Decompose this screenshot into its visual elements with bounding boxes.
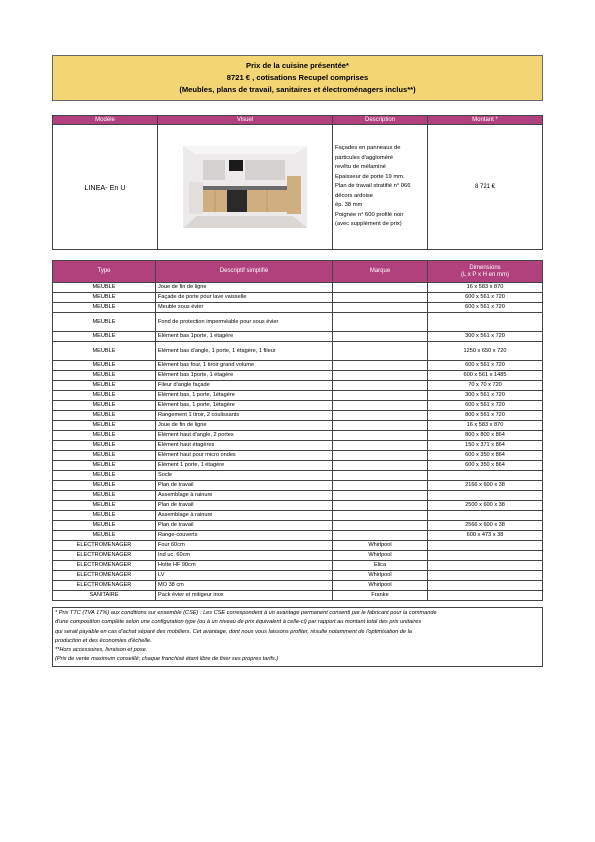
table-row bbox=[53, 481, 543, 491]
row-brand bbox=[333, 511, 428, 521]
note-line: (Prix de vente maximum conseillé; chaque franchisé étant libre de fixer ses propres tarifs.) bbox=[55, 656, 279, 663]
row-type: MEUBLE bbox=[53, 471, 156, 481]
table-row bbox=[53, 401, 543, 411]
row-brand bbox=[333, 501, 428, 511]
row-dimensions: 2166 x 600 x 38 bbox=[428, 481, 543, 491]
row-brand bbox=[333, 441, 428, 451]
row-brand bbox=[333, 293, 428, 303]
row-description: Ind uc. 60cm bbox=[156, 551, 333, 561]
row-dimensions bbox=[428, 561, 543, 571]
row-brand bbox=[333, 303, 428, 313]
header-type: Type bbox=[53, 261, 156, 283]
note-line: * Prix TTC (TVA 17%) aux conditions sur ensemble (CSE) : Les CSE correspondent à un avantage permanent consenti par le fabricant pour la commande bbox=[55, 610, 437, 616]
row-description: Elément haut étagères bbox=[156, 441, 333, 451]
row-brand bbox=[333, 521, 428, 531]
row-brand bbox=[333, 481, 428, 491]
table-row bbox=[53, 551, 543, 561]
note-line: qui serait payable en cas d'achat séparé des mobiliers. Cet avantage, dont nous vous laissons profiter, résulte notamment de l'optimisation de la bbox=[55, 628, 412, 635]
row-brand bbox=[333, 313, 428, 332]
items-table bbox=[52, 260, 543, 601]
table-row bbox=[53, 591, 543, 601]
row-description: Elément bas d'angle, 1 porte, 1 étagère, 1 fileur bbox=[156, 342, 333, 361]
items-rows bbox=[53, 283, 543, 601]
row-dimensions: 600 x 561 x 720 bbox=[428, 293, 543, 303]
row-description: Elément bas 1porte, 1 étagère bbox=[156, 371, 333, 381]
header-dimensions: Dimensions (L x P x H en mm) bbox=[428, 261, 543, 283]
row-type: MEUBLE bbox=[53, 391, 156, 401]
table-row bbox=[53, 531, 543, 541]
table-row bbox=[53, 421, 543, 431]
row-dimensions: 600 x 350 x 864 bbox=[428, 461, 543, 471]
row-dimensions: 600 x 350 x 864 bbox=[428, 451, 543, 461]
table-row bbox=[53, 561, 543, 571]
row-type: MEUBLE bbox=[53, 491, 156, 501]
row-dimensions: 600 x 561 x 720 bbox=[428, 361, 543, 371]
row-dimensions: 16 x 583 x 870 bbox=[428, 283, 543, 293]
row-type: MEUBLE bbox=[53, 401, 156, 411]
row-description: Rangement 1 tiroir, 2 coulissants bbox=[156, 411, 333, 421]
row-type: MEUBLE bbox=[53, 332, 156, 342]
row-description: Socle bbox=[156, 471, 333, 481]
row-dimensions bbox=[428, 591, 543, 601]
row-brand bbox=[333, 411, 428, 421]
price-includes: (Meubles, plans de travail, sanitaires et électroménagers inclus**) bbox=[179, 85, 416, 94]
row-type: MEUBLE bbox=[53, 421, 156, 431]
table-row bbox=[53, 361, 543, 371]
row-type: SANITAIRE bbox=[53, 591, 156, 601]
row-type: MEUBLE bbox=[53, 303, 156, 313]
table-row bbox=[53, 461, 543, 471]
table-row bbox=[53, 411, 543, 421]
header-desc: Descriptif simplifié bbox=[156, 261, 333, 283]
table-row bbox=[53, 501, 543, 511]
row-type: MEUBLE bbox=[53, 381, 156, 391]
row-description: Façade de porte pour lave vaisselle bbox=[156, 293, 333, 303]
table-row bbox=[53, 431, 543, 441]
row-type: MEUBLE bbox=[53, 441, 156, 451]
row-description: Elément bas 1porte, 1 étagère bbox=[156, 332, 333, 342]
note-line: d'une composition complète selon une configuration type (ou à un niveau de prix équivalent à celle-ci) par rapport au montant total des prix unitaires bbox=[55, 619, 422, 626]
row-description: MO 38 cm bbox=[156, 581, 333, 591]
row-description: Range-couverts bbox=[156, 531, 333, 541]
row-brand: Franke bbox=[333, 591, 428, 601]
row-type: ELECTROMENAGER bbox=[53, 551, 156, 561]
table-row bbox=[53, 283, 543, 293]
row-dimensions: 300 x 561 x 720 bbox=[428, 391, 543, 401]
row-description: Plan de travail bbox=[156, 521, 333, 531]
header-brand: Marque bbox=[333, 261, 428, 283]
row-type: MEUBLE bbox=[53, 501, 156, 511]
table-row bbox=[53, 521, 543, 531]
row-description: Fond de protection imperméable pour sous évier bbox=[156, 313, 333, 332]
row-brand bbox=[333, 283, 428, 293]
model-description: Façades en panneaux de particules d'aggloméré revêtu de mélaminé Epaisseur de porte 19 mm. Plan de travail stratifié n° 066 décors ardoise ép. 38 mm Poignée n° 600 profilé noir (avec supplément de prix) bbox=[333, 125, 428, 250]
table-row bbox=[53, 391, 543, 401]
row-brand bbox=[333, 391, 428, 401]
row-type: MEUBLE bbox=[53, 371, 156, 381]
row-dimensions bbox=[428, 541, 543, 551]
row-dimensions: 800 x 800 x 864 bbox=[428, 431, 543, 441]
header-visual: Visuel bbox=[158, 116, 333, 125]
row-description: Joue de fin de ligne bbox=[156, 421, 333, 431]
row-brand bbox=[333, 332, 428, 342]
table-row bbox=[53, 303, 543, 313]
row-dimensions: 2566 x 600 x 38 bbox=[428, 521, 543, 531]
model-amount: 8 721 € bbox=[428, 125, 543, 250]
row-dimensions bbox=[428, 581, 543, 591]
row-description: Elément haut d'angle, 2 portes bbox=[156, 431, 333, 441]
row-dimensions bbox=[428, 491, 543, 501]
row-type: MEUBLE bbox=[53, 313, 156, 332]
row-description: Assemblage à rainure bbox=[156, 511, 333, 521]
row-description: Joue de fin de ligne bbox=[156, 283, 333, 293]
row-dimensions bbox=[428, 313, 543, 332]
table-row bbox=[53, 581, 543, 591]
table-row bbox=[53, 471, 543, 481]
row-dimensions bbox=[428, 511, 543, 521]
header-amount: Montant * bbox=[428, 116, 543, 125]
table-row bbox=[53, 491, 543, 501]
row-brand bbox=[333, 531, 428, 541]
row-description: Fileur d'angle façade bbox=[156, 381, 333, 391]
price-amount: 8721 € , cotisations Recupel comprises bbox=[226, 73, 369, 82]
table-row bbox=[53, 511, 543, 521]
row-description: Elément bas four, 1 tiroir grand volume bbox=[156, 361, 333, 371]
row-dimensions: 600 x 561 x 1485 bbox=[428, 371, 543, 381]
row-brand bbox=[333, 471, 428, 481]
row-brand bbox=[333, 371, 428, 381]
table-row bbox=[53, 342, 543, 361]
row-dimensions: 70 x 70 x 720 bbox=[428, 381, 543, 391]
row-brand: Whirlpool bbox=[333, 551, 428, 561]
row-description: Four 60cm bbox=[156, 541, 333, 551]
row-description: LV bbox=[156, 571, 333, 581]
row-type: MEUBLE bbox=[53, 531, 156, 541]
table-row bbox=[53, 541, 543, 551]
row-description: Assemblage à rainure bbox=[156, 491, 333, 501]
row-description: Pack évier et mitigeur inox bbox=[156, 591, 333, 601]
model-name: LINEA- En U bbox=[53, 125, 158, 250]
row-dimensions bbox=[428, 551, 543, 561]
price-title: Prix de la cuisine présentée* bbox=[246, 61, 349, 70]
row-description: Elément 1 porte, 1 étagère bbox=[156, 461, 333, 471]
model-table bbox=[52, 115, 543, 250]
row-description: Elément bas, 1 porte, 1étagère bbox=[156, 401, 333, 411]
table-row bbox=[53, 571, 543, 581]
row-brand: Whirlpool bbox=[333, 571, 428, 581]
row-dimensions: 800 x 561 x 720 bbox=[428, 411, 543, 421]
row-dimensions bbox=[428, 471, 543, 481]
table-row bbox=[53, 313, 543, 332]
footnotes bbox=[52, 607, 543, 667]
row-brand: Whirlpool bbox=[333, 541, 428, 551]
table-row bbox=[53, 332, 543, 342]
row-description: Elément bas, 1 porte, 1étagère bbox=[156, 391, 333, 401]
row-description: Elément haut pour micro ondes bbox=[156, 451, 333, 461]
row-dimensions: 600 x 561 x 720 bbox=[428, 303, 543, 313]
table-row bbox=[53, 371, 543, 381]
row-type: MEUBLE bbox=[53, 342, 156, 361]
row-brand: Elica bbox=[333, 561, 428, 571]
table-row bbox=[53, 381, 543, 391]
row-type: ELECTROMENAGER bbox=[53, 581, 156, 591]
row-description: Plan de travail bbox=[156, 501, 333, 511]
note-line: production et des économies d'échelle. bbox=[55, 637, 152, 644]
table-row bbox=[53, 293, 543, 303]
row-brand bbox=[333, 451, 428, 461]
row-dimensions: 600 x 561 x 720 bbox=[428, 401, 543, 411]
row-brand bbox=[333, 342, 428, 361]
row-type: ELECTROMENAGER bbox=[53, 561, 156, 571]
row-brand bbox=[333, 421, 428, 431]
row-brand: Whirlpool bbox=[333, 581, 428, 591]
row-type: MEUBLE bbox=[53, 411, 156, 421]
row-dimensions bbox=[428, 571, 543, 581]
row-dimensions: 1250 x 650 x 720 bbox=[428, 342, 543, 361]
kitchen-image bbox=[183, 146, 307, 228]
table-row bbox=[53, 451, 543, 461]
row-dimensions: 150 x 371 x 864 bbox=[428, 441, 543, 451]
row-type: ELECTROMENAGER bbox=[53, 571, 156, 581]
row-brand bbox=[333, 431, 428, 441]
row-dimensions: 300 x 561 x 720 bbox=[428, 332, 543, 342]
header-model: Modèle bbox=[53, 116, 158, 125]
row-type: MEUBLE bbox=[53, 461, 156, 471]
row-type: MEUBLE bbox=[53, 283, 156, 293]
price-banner bbox=[52, 55, 543, 101]
row-type: MEUBLE bbox=[53, 293, 156, 303]
kitchen-visual bbox=[158, 125, 333, 250]
row-type: MEUBLE bbox=[53, 361, 156, 371]
row-dimensions: 600 x 473 x 38 bbox=[428, 531, 543, 541]
row-type: MEUBLE bbox=[53, 451, 156, 461]
row-type: ELECTROMENAGER bbox=[53, 541, 156, 551]
row-type: MEUBLE bbox=[53, 511, 156, 521]
row-type: MEUBLE bbox=[53, 431, 156, 441]
header-description: Description bbox=[333, 116, 428, 125]
row-brand bbox=[333, 491, 428, 501]
row-type: MEUBLE bbox=[53, 521, 156, 531]
row-description: Hotte HF 90cm bbox=[156, 561, 333, 571]
row-dimensions: 16 x 583 x 870 bbox=[428, 421, 543, 431]
row-type: MEUBLE bbox=[53, 481, 156, 491]
row-dimensions: 2500 x 600 x 38 bbox=[428, 501, 543, 511]
row-description: Plan de travail bbox=[156, 481, 333, 491]
note-line: **Hors accessoires, livraison et pose. bbox=[55, 647, 148, 654]
table-row bbox=[53, 441, 543, 451]
row-description: Meuble sous évier bbox=[156, 303, 333, 313]
row-brand bbox=[333, 381, 428, 391]
row-brand bbox=[333, 461, 428, 471]
row-brand bbox=[333, 361, 428, 371]
row-brand bbox=[333, 401, 428, 411]
